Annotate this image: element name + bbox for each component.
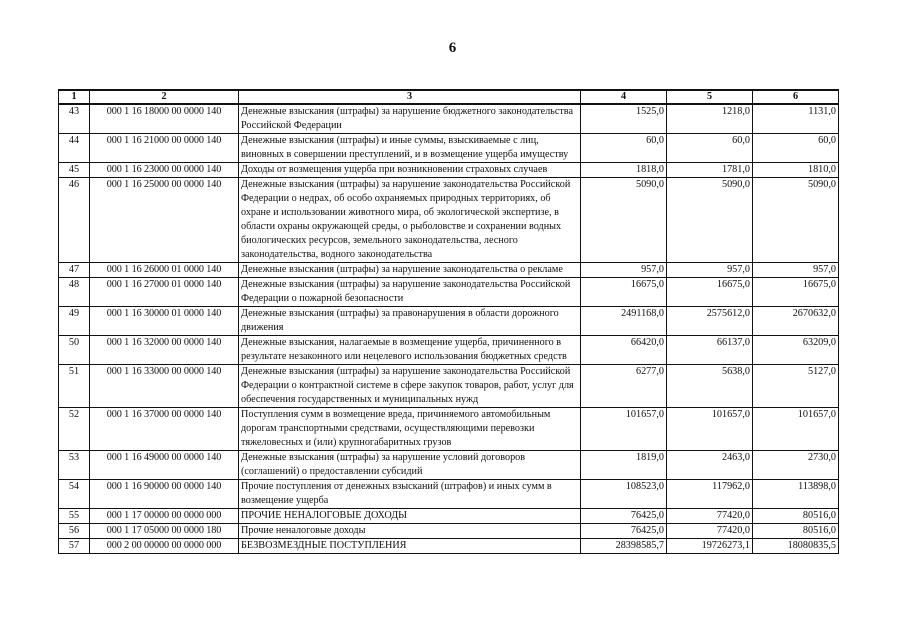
header-col-4: 4 (581, 90, 667, 104)
table-row (59, 163, 839, 178)
row-number: 52 (59, 408, 90, 451)
budget-code: 000 1 16 27000 01 0000 140 (90, 278, 239, 307)
budget-code: 000 1 17 00000 00 0000 000 (90, 509, 239, 524)
row-number: 45 (59, 163, 90, 178)
revenue-name: Денежные взыскания (штрафы) за нарушение законодательства Российской Федерации о недрах, об особо охраняемых природных территориях, об охране и использовании животного мира, об экологической экспертизе, в области охраны окружающей среды, о рыболовстве и сохранении водных биологических ресурсов, земельного законодательства, лесного законодательства, водного законодательства (239, 178, 581, 263)
value-col-6: 101657,0 (753, 408, 839, 451)
value-col-4: 101657,0 (581, 408, 667, 451)
value-col-6: 63209,0 (753, 336, 839, 365)
budget-code: 000 1 16 21000 00 0000 140 (90, 134, 239, 163)
table-row (59, 134, 839, 163)
header-col-2: 2 (90, 90, 239, 104)
row-number: 44 (59, 134, 90, 163)
revenue-name: ПРОЧИЕ НЕНАЛОГОВЫЕ ДОХОДЫ (239, 509, 581, 524)
budget-code: 000 1 16 32000 00 0000 140 (90, 336, 239, 365)
budget-code: 000 1 16 30000 01 0000 140 (90, 307, 239, 336)
revenue-name: Поступления сумм в возмещение вреда, причиняемого автомобильным дорогам транспортными средствами, осуществляющими перевозки тяжеловесных и (или) крупногабаритных грузов (239, 408, 581, 451)
table-row (59, 480, 839, 509)
budget-code: 000 1 16 18000 00 0000 140 (90, 104, 239, 134)
row-number: 46 (59, 178, 90, 263)
revenue-name: Денежные взыскания (штрафы) за нарушение законодательства Российской Федерации о контрактной системе в сфере закупок товаров, работ, услуг для обеспечения государственных и муниципальных нужд (239, 365, 581, 408)
value-col-4: 28398585,7 (581, 539, 667, 554)
value-col-6: 80516,0 (753, 524, 839, 539)
table-row (59, 336, 839, 365)
budget-code: 000 1 16 25000 00 0000 140 (90, 178, 239, 263)
revenue-name: Денежные взыскания (штрафы) за нарушение условий договоров (соглашений) о предоставлении субсидий (239, 451, 581, 480)
row-number: 57 (59, 539, 90, 554)
budget-code: 000 1 17 05000 00 0000 180 (90, 524, 239, 539)
value-col-6: 18080835,5 (753, 539, 839, 554)
value-col-4: 5090,0 (581, 178, 667, 263)
row-number: 48 (59, 278, 90, 307)
budget-code: 000 1 16 33000 00 0000 140 (90, 365, 239, 408)
table-row (59, 178, 839, 263)
table-row (59, 263, 839, 278)
revenue-name: Денежные взыскания, налагаемые в возмещение ущерба, причиненного в результате незаконного или нецелевого использования бюджетных средств (239, 336, 581, 365)
budget-code: 000 1 16 26000 01 0000 140 (90, 263, 239, 278)
row-number: 55 (59, 509, 90, 524)
row-number: 51 (59, 365, 90, 408)
value-col-5: 2463,0 (667, 451, 753, 480)
value-col-6: 1810,0 (753, 163, 839, 178)
table-header (59, 90, 839, 104)
header-col-1: 1 (59, 90, 90, 104)
value-col-4: 76425,0 (581, 524, 667, 539)
table-row (59, 307, 839, 336)
budget-code: 000 1 16 90000 00 0000 140 (90, 480, 239, 509)
revenue-name: БЕЗВОЗМЕЗДНЫЕ ПОСТУПЛЕНИЯ (239, 539, 581, 554)
table-row (59, 278, 839, 307)
table-row (59, 408, 839, 451)
table-row (59, 509, 839, 524)
table-row (59, 539, 839, 554)
table-body (59, 104, 839, 554)
value-col-5: 101657,0 (667, 408, 753, 451)
value-col-6: 957,0 (753, 263, 839, 278)
value-col-4: 60,0 (581, 134, 667, 163)
revenue-name: Денежные взыскания (штрафы) и иные суммы, взыскиваемые с лиц, виновных в совершении преступлений, и в возмещение ущерба имуществу (239, 134, 581, 163)
value-col-4: 6277,0 (581, 365, 667, 408)
revenue-name: Денежные взыскания (штрафы) за правонарушения в области дорожного движения (239, 307, 581, 336)
value-col-5: 77420,0 (667, 524, 753, 539)
value-col-4: 2491168,0 (581, 307, 667, 336)
value-col-5: 19726273,1 (667, 539, 753, 554)
value-col-4: 1525,0 (581, 104, 667, 134)
table-row (59, 365, 839, 408)
table-row (59, 451, 839, 480)
value-col-6: 80516,0 (753, 509, 839, 524)
value-col-6: 5127,0 (753, 365, 839, 408)
revenue-name: Доходы от возмещения ущерба при возникновении страховых случаев (239, 163, 581, 178)
row-number: 43 (59, 104, 90, 134)
value-col-6: 113898,0 (753, 480, 839, 509)
table-row (59, 104, 839, 134)
value-col-4: 66420,0 (581, 336, 667, 365)
value-col-4: 1819,0 (581, 451, 667, 480)
page-number: 6 (448, 40, 457, 56)
budget-code: 000 1 16 37000 00 0000 140 (90, 408, 239, 451)
revenue-name: Прочие поступления от денежных взысканий (штрафов) и иных сумм в возмещение ущерба (239, 480, 581, 509)
header-col-6: 6 (753, 90, 839, 104)
value-col-5: 2575612,0 (667, 307, 753, 336)
header-col-5: 5 (667, 90, 753, 104)
budget-code: 000 2 00 00000 00 0000 000 (90, 539, 239, 554)
value-col-6: 16675,0 (753, 278, 839, 307)
value-col-6: 2730,0 (753, 451, 839, 480)
revenue-name: Денежные взыскания (штрафы) за нарушение законодательства о рекламе (239, 263, 581, 278)
value-col-6: 5090,0 (753, 178, 839, 263)
value-col-5: 77420,0 (667, 509, 753, 524)
value-col-5: 1781,0 (667, 163, 753, 178)
value-col-4: 76425,0 (581, 509, 667, 524)
value-col-6: 2670632,0 (753, 307, 839, 336)
value-col-5: 5090,0 (667, 178, 753, 263)
value-col-5: 16675,0 (667, 278, 753, 307)
value-col-6: 1131,0 (753, 104, 839, 134)
value-col-5: 60,0 (667, 134, 753, 163)
revenue-table (58, 89, 839, 554)
value-col-5: 1218,0 (667, 104, 753, 134)
value-col-4: 108523,0 (581, 480, 667, 509)
revenue-name: Денежные взыскания (штрафы) за нарушение законодательства Российской Федерации о пожарной безопасности (239, 278, 581, 307)
row-number: 49 (59, 307, 90, 336)
budget-code: 000 1 16 49000 00 0000 140 (90, 451, 239, 480)
row-number: 50 (59, 336, 90, 365)
table-row (59, 524, 839, 539)
value-col-4: 1818,0 (581, 163, 667, 178)
revenue-name: Денежные взыскания (штрафы) за нарушение бюджетного законодательства Российской Федерации (239, 104, 581, 134)
row-number: 47 (59, 263, 90, 278)
header-col-3: 3 (239, 90, 581, 104)
value-col-4: 16675,0 (581, 278, 667, 307)
budget-code: 000 1 16 23000 00 0000 140 (90, 163, 239, 178)
value-col-6: 60,0 (753, 134, 839, 163)
row-number: 56 (59, 524, 90, 539)
value-col-5: 66137,0 (667, 336, 753, 365)
row-number: 54 (59, 480, 90, 509)
value-col-4: 957,0 (581, 263, 667, 278)
row-number: 53 (59, 451, 90, 480)
value-col-5: 117962,0 (667, 480, 753, 509)
value-col-5: 5638,0 (667, 365, 753, 408)
revenue-name: Прочие неналоговые доходы (239, 524, 581, 539)
value-col-5: 957,0 (667, 263, 753, 278)
